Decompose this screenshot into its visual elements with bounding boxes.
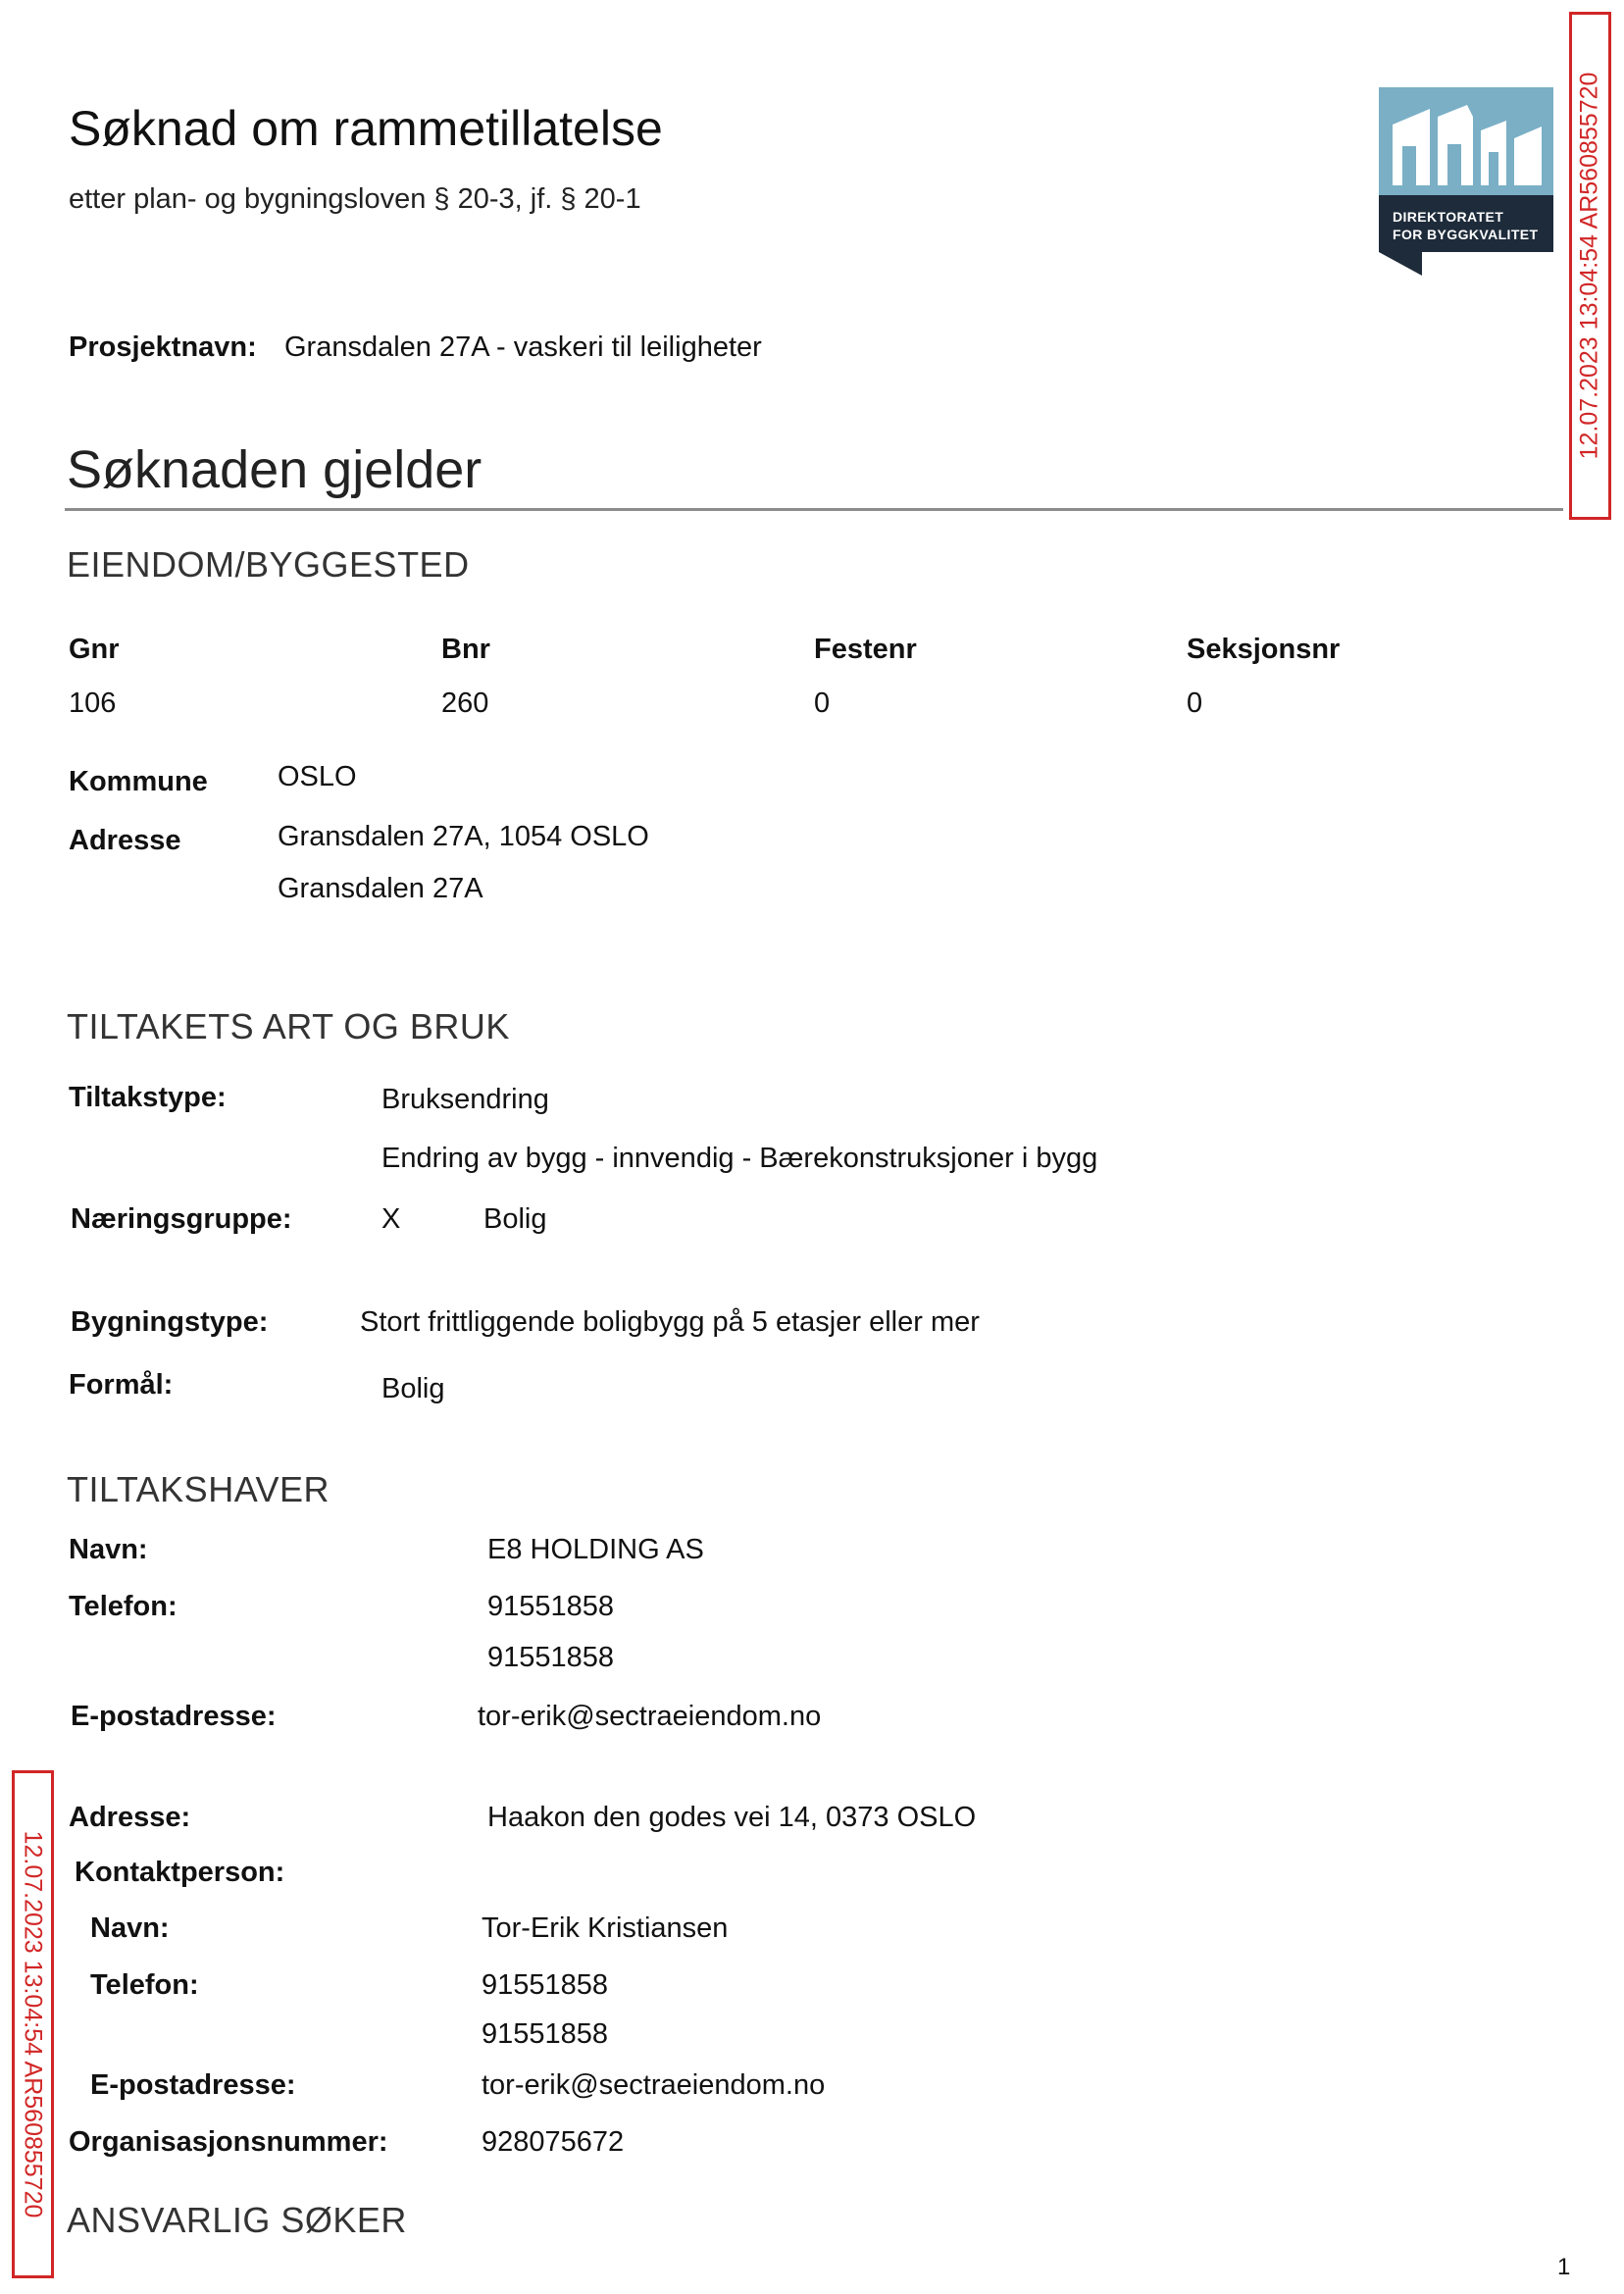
logo-flag-icon [1379, 252, 1422, 276]
naeringsgruppe-label: Næringsgruppe: [71, 1203, 292, 1235]
tiltakshaver-adresse-label: Adresse: [69, 1802, 191, 1833]
stamp-text-bottom: 12.07.2023 13:04:54 AR560855720 [19, 1830, 47, 2218]
page-subtitle: etter plan- og bygningsloven § 20-3, jf. § 20-1 [69, 183, 641, 215]
tiltakshaver-navn-value: E8 HOLDING AS [487, 1534, 704, 1565]
org-number-value: 928075672 [482, 2126, 625, 2158]
festenr-label: Festenr [814, 634, 917, 665]
tiltakstype-value-2: Endring av bygg - innvendig - Bærekonstruksjoner i bygg [381, 1143, 1098, 1174]
eiendom-heading: EIENDOM/BYGGESTED [67, 544, 470, 585]
tiltakshaver-heading: TILTAKSHAVER [67, 1469, 330, 1509]
naeringsgruppe-code: X [381, 1203, 401, 1235]
kontakt-epost-label: E-postadresse: [90, 2069, 296, 2101]
bnr-value: 260 [441, 688, 489, 719]
kontakt-navn-value: Tor-Erik Kristiansen [482, 1912, 729, 1944]
timestamp-stamp-top [1569, 12, 1611, 520]
kontakt-telefon-label: Telefon: [90, 1969, 199, 2001]
kontaktperson-label: Kontaktperson: [75, 1857, 285, 1888]
section-title: Søknaden gjelder [67, 440, 482, 499]
adresse-line2: Gransdalen 27A [278, 873, 483, 904]
tiltakshaver-navn-label: Navn: [69, 1534, 148, 1565]
stamp-text-top: 12.07.2023 13:04:54 AR560855720 [1575, 72, 1603, 460]
adresse-label: Adresse [69, 825, 181, 856]
dibk-logo [1379, 87, 1553, 252]
formal-label: Formål: [69, 1369, 174, 1401]
kontakt-navn-label: Navn: [90, 1912, 170, 1944]
tiltakshaver-telefon-2: 91551858 [487, 1642, 615, 1673]
kommune-label: Kommune [69, 766, 208, 797]
section-divider [65, 508, 1563, 511]
tiltakshaver-adresse-value: Haakon den godes vei 14, 0373 OSLO [487, 1802, 977, 1833]
timestamp-stamp-bottom [12, 1770, 54, 2278]
ansvarlig-soker-heading: ANSVARLIG SØKER [67, 2200, 407, 2240]
kommune-value: OSLO [278, 761, 357, 792]
tiltakshaver-epost-label: E-postadresse: [71, 1701, 277, 1732]
bygningstype-label: Bygningstype: [71, 1306, 269, 1338]
gnr-value: 106 [69, 688, 117, 719]
logo-buildings-icon [1379, 87, 1553, 195]
seksjonsnr-label: Seksjonsnr [1187, 634, 1341, 665]
bygningstype-value: Stort frittliggende boligbygg på 5 etasjer eller mer [360, 1306, 980, 1338]
page-number: 1 [1557, 2254, 1571, 2280]
adresse-line1: Gransdalen 27A, 1054 OSLO [278, 821, 649, 852]
project-name: Gransdalen 27A - vaskeri til leiligheter [284, 331, 762, 363]
tiltak-heading: TILTAKETS ART OG BRUK [67, 1006, 510, 1046]
gnr-label: Gnr [69, 634, 120, 665]
bnr-label: Bnr [441, 634, 490, 665]
kontakt-telefon-1: 91551858 [482, 1969, 609, 2001]
seksjonsnr-value: 0 [1187, 688, 1203, 719]
logo-text-line1: DIREKTORATET [1393, 209, 1504, 225]
project-label: Prosjektnavn: [69, 331, 257, 363]
logo-text-line2: FOR BYGGKVALITET [1393, 227, 1539, 242]
tiltakshaver-telefon-1: 91551858 [487, 1591, 615, 1622]
tiltakshaver-telefon-label: Telefon: [69, 1591, 178, 1622]
naeringsgruppe-value: Bolig [483, 1203, 547, 1235]
formal-value: Bolig [381, 1373, 445, 1404]
festenr-value: 0 [814, 688, 831, 719]
kontakt-telefon-2: 91551858 [482, 2018, 609, 2050]
page-title: Søknad om rammetillatelse [69, 101, 663, 156]
tiltakstype-label: Tiltakstype: [69, 1082, 227, 1113]
org-number-label: Organisasjonsnummer: [69, 2126, 388, 2158]
kontakt-epost-value: tor-erik@sectraeiendom.no [482, 2069, 826, 2101]
tiltakshaver-epost-value: tor-erik@sectraeiendom.no [478, 1701, 822, 1732]
tiltakstype-value-1: Bruksendring [381, 1084, 549, 1115]
